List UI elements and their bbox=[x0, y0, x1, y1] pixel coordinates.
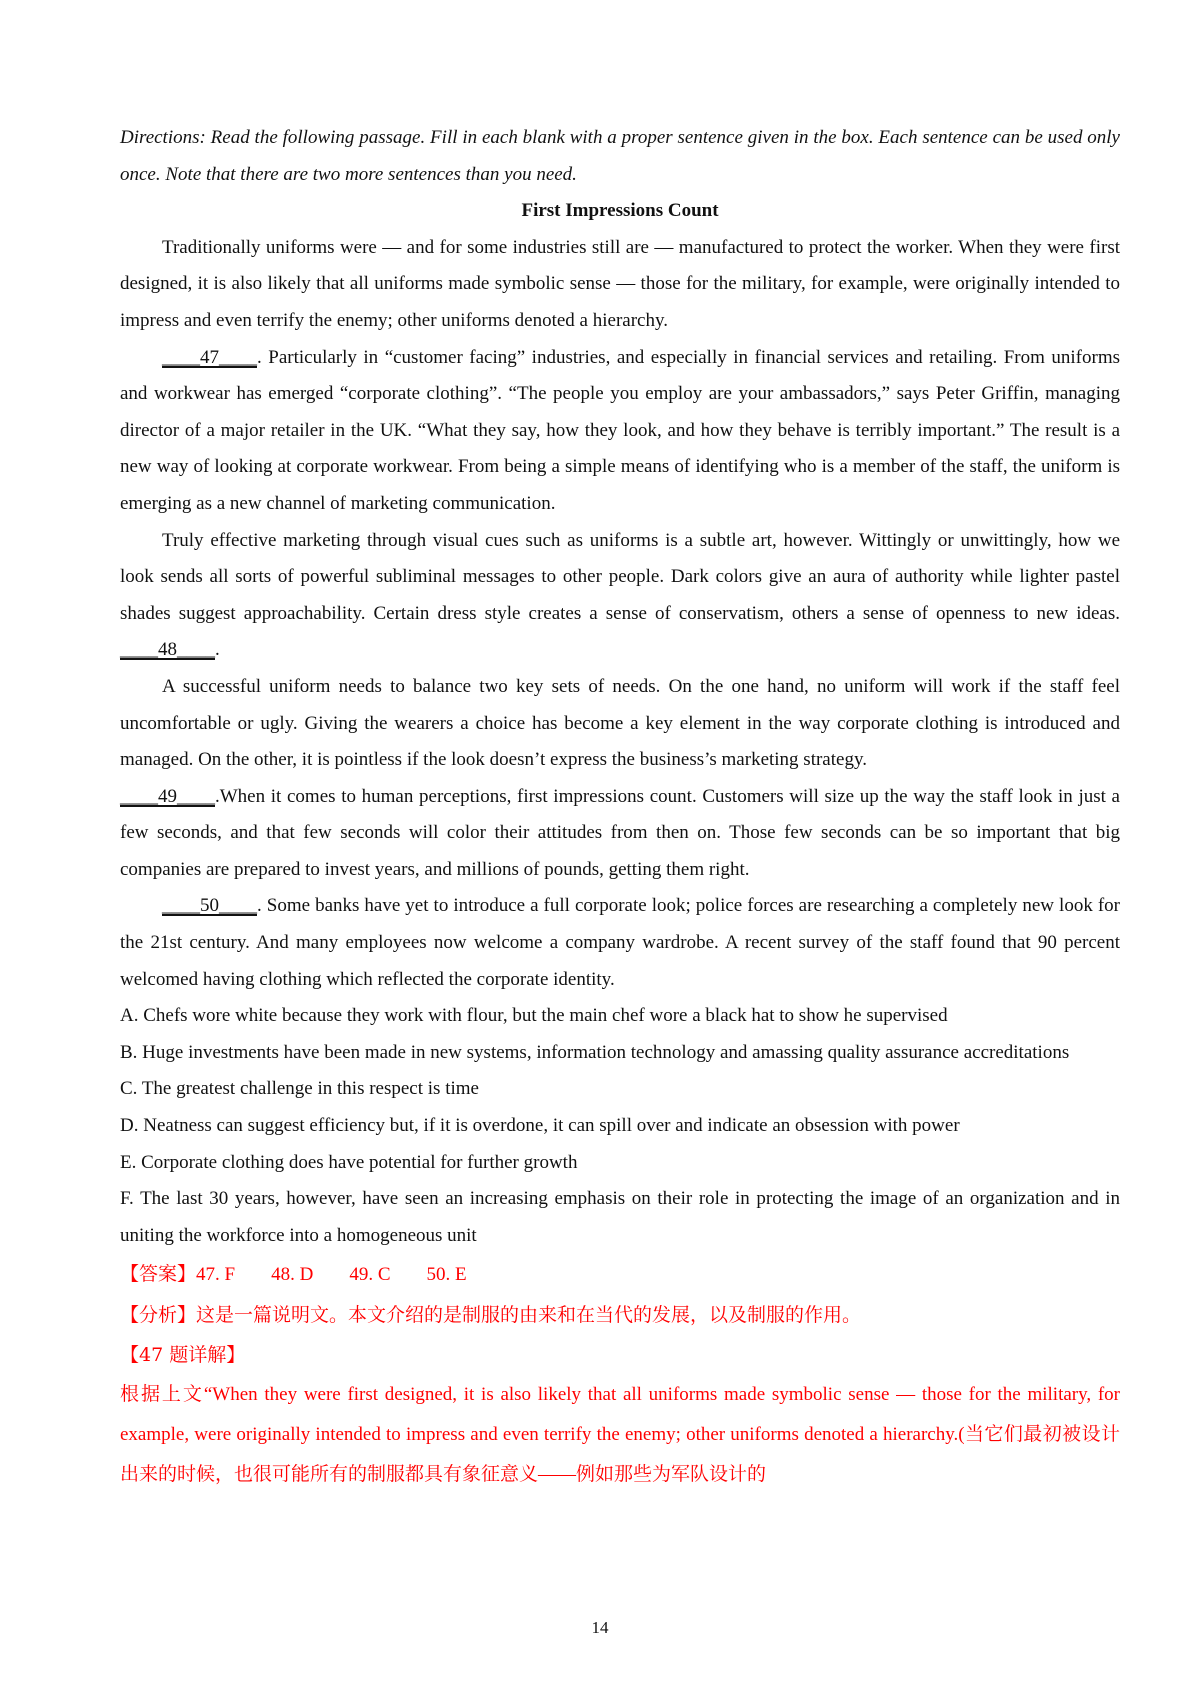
paragraph-4-text: A successful uniform needs to balance two key sets of needs. On the one hand, no uniform will work if the staff feel uncomfortable or ugly. Giving the wearers a choice has become a key element in the way corporate clothing is introduced and managed. On the other, it is pointless if the look doesn’t express the business’s marketing strategy. bbox=[120, 675, 1120, 771]
answer-48: 48. D bbox=[271, 1264, 314, 1286]
option-a: A. Chefs wore white because they work with flour, but the main chef wore a black hat to show he supervised bbox=[120, 1005, 948, 1027]
directions: Directions: Read the following passage. Fill in each blank with a proper sentence given in the box. Each sentence can be used only once. Note that there are two more sentences than you need. bbox=[120, 127, 1120, 185]
answer-47: 47. F bbox=[196, 1264, 236, 1286]
paragraph-3-text: Truly effective marketing through visual cues such as uniforms is a subtle art, however. Wittingly or unwittingly, how we look sends all sorts of powerful subliminal messages to other people. Dark colors give an aura of authority while lighter pastel shades suggest approachability. Certain dress style creates a sense of conservatism, others a sense of openness to new ideas. bbox=[120, 529, 1120, 624]
blank-50[interactable]: ____50____ bbox=[162, 895, 257, 917]
page-number: 14 bbox=[591, 1618, 609, 1637]
blank-49[interactable]: ____49____ bbox=[120, 785, 215, 807]
paragraph-5 bbox=[120, 888, 1120, 998]
document-page bbox=[120, 120, 1120, 1495]
answer-49: 49. C bbox=[349, 1264, 391, 1286]
paragraph-2 bbox=[120, 340, 1120, 523]
blank-48[interactable]: ____48____ bbox=[120, 639, 215, 661]
option-d: D. Neatness can suggest efficiency but, if it is overdone, it can spill over and indicate an obsession with power bbox=[120, 1115, 960, 1137]
paragraph-2-text: . Particularly in “customer facing” industries, and especially in financial services and retailing. From uniforms and workwear has emerged “corporate clothing”. “The people you employ are your ambassadors,” says Peter Griffin, managing director of a major retailer in the UK. “What they say, how they look, and how they behave is terribly important.” The result is a new way of looking at corporate workwear. From being a simple means of identifying who is a member of the staff, the uniform is emerging as a new channel of marketing communication. bbox=[120, 346, 1120, 514]
option-b: B. Huge investments have been made in new systems, information technology and amassing quality assurance accreditations bbox=[120, 1041, 1070, 1063]
option-f: F. The last 30 years, however, have seen an increasing emphasis on their role in protecting the image of an organization and in uniting the workforce into a homogeneous unit bbox=[120, 1188, 1120, 1246]
blank-47[interactable]: ____47____ bbox=[162, 346, 257, 368]
options-list bbox=[120, 998, 1120, 1254]
passage-title: First Impressions Count bbox=[521, 200, 719, 222]
detail-47-label: 【47 题详解】 bbox=[120, 1344, 246, 1367]
paragraph-4 bbox=[120, 669, 1120, 889]
paragraph-3-end: . bbox=[215, 639, 220, 661]
answer-50: 50. E bbox=[426, 1264, 467, 1286]
analysis bbox=[120, 1295, 1120, 1335]
answer-label: 【答案】 bbox=[120, 1263, 197, 1286]
analysis-label: 【分析】 bbox=[120, 1304, 197, 1327]
paragraph-5-text: . Some banks have yet to introduce a full corporate look; police forces are researching a completely new look for the 21st century. And many employees now welcome a company wardrobe. A recent survey of the staff found that 90 percent welcomed having clothing which reflected the corporate identity. bbox=[120, 895, 1120, 990]
option-c: C. The greatest challenge in this respect is time bbox=[120, 1078, 479, 1100]
paragraph-1: Traditionally uniforms were — and for some industries still are — manufactured to protect the worker. When they were first designed, it is also likely that all uniforms made symbolic sense — those for the military, for example, were originally intended to impress and even terrify the enemy; other uniforms denoted a hierarchy. bbox=[120, 236, 1120, 331]
paragraph-3 bbox=[120, 523, 1120, 669]
option-e: E. Corporate clothing does have potential for further growth bbox=[120, 1151, 578, 1173]
answer-key bbox=[120, 1254, 1120, 1295]
detail-47-text: 根据上文“When they were first designed, it is also likely that all uniforms made symbolic sense — those for the military, for example, were originally intended to impress and even terrify the enemy; other uniforms denoted a hierarchy.(当它们最初被设计出来的时候，也很可能所有的制服都具有象征意义——例如那些为军队设计的 bbox=[120, 1384, 1120, 1486]
paragraph-4b-text: .When it comes to human perceptions, first impressions count. Customers will size up the way the staff look in just a few seconds, and that few seconds will color their attitudes from then on. Those few seconds can be so important that big companies are prepared to invest years, and millions of pounds, getting them right. bbox=[120, 785, 1120, 880]
analysis-text: 这是一篇说明文。本文介绍的是制服的由来和在当代的发展，以及制服的作用。 bbox=[196, 1304, 862, 1327]
